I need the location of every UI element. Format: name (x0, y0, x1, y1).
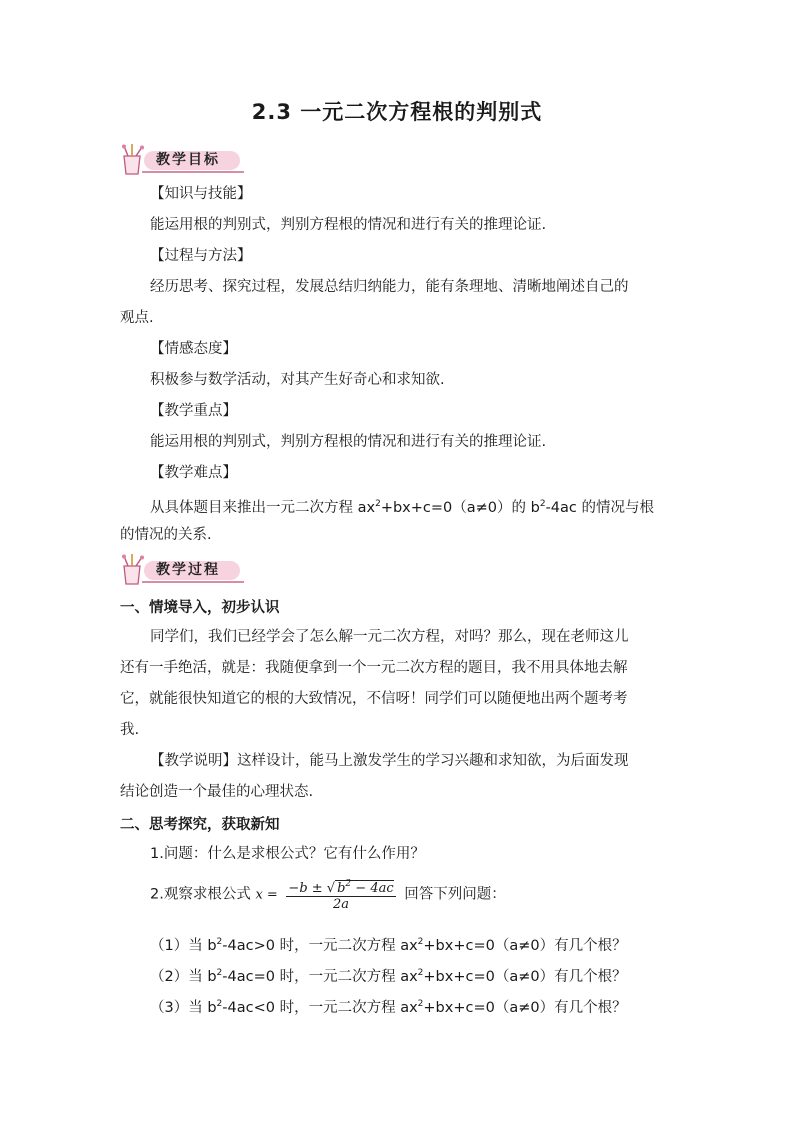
difficulty-heading: 【教学难点】 (150, 465, 237, 481)
goals-banner (118, 148, 244, 178)
key-text: 能运用根的判别式，判别方程根的情况和进行有关的推理论证. (150, 434, 547, 450)
paragraph-line: 同学们，我们已经学会了怎么解一元二次方程，对吗？那么，现在老师这儿 (150, 629, 629, 645)
emotion-text: 积极参与数学活动，对其产生好奇心和求知欲. (150, 372, 445, 388)
key-heading: 【教学重点】 (150, 403, 237, 419)
case-2: （2）当 $b^2-4ac=0$ 时，一元二次方程 $ax^2+bx+c=0(a\ne 0)$有几个根？ (150, 968, 627, 985)
banner-label: 教学目标 (156, 152, 220, 168)
case-1: （1）当 $b^2-4ac>0$ 时，一元二次方程 $ax^2+bx+c=0(a\ne 0)$有几个根？ (150, 937, 627, 954)
banner-rule (142, 581, 244, 583)
pencil-cup-icon (118, 554, 152, 588)
page-title: 2.3 一元二次方程根的判别式 (251, 100, 543, 124)
paragraph-line: 我. (120, 722, 140, 738)
knowledge-heading: 【知识与技能】 (150, 186, 252, 202)
case-3: （3）当 $b^2-4ac<0$ 时，一元二次方程 $ax^2+bx+c=0(a\ne 0)$有几个根？ (150, 999, 627, 1016)
teaching-note-cont: 结论创造一个最佳的心理状态. (120, 784, 314, 800)
pencil-cup-icon (118, 144, 152, 178)
formula-x: x = (255, 887, 278, 903)
quadratic-formula: $\frac{-b \pm √ b^2 - 4ac}{2a}$ (288, 879, 394, 912)
paragraph-line: 它，就能很快知道它的根的大致情况，不信呀！同学们可以随便地出两个题考考 (120, 691, 628, 707)
banner-label: 教学过程 (156, 562, 220, 578)
process-text-cont: 观点. (120, 310, 154, 326)
question-2: 2.观察求根公式 x = $\frac{-b \pm √ b^2 - 4ac}{2a}$ 回答下列问题： (150, 879, 506, 912)
paragraph-line: 还有一手绝活，就是：我随便拿到一个一元二次方程的题目，我不用具体地去解 (120, 660, 628, 676)
section-heading-2: 二、思考探究，获取新知 (120, 817, 280, 833)
difficulty-text: 从具体题目来推出一元二次方程 $ax^2+bx+c=0(a\ne 0)$的 $b^2-4ac$ 的情况与根 (150, 499, 654, 516)
knowledge-text: 能运用根的判别式，判别方程根的情况和进行有关的推理论证. (150, 217, 547, 233)
teaching-note: 【教学说明】这样设计，能马上激发学生的学习兴趣和求知欲，为后面发现 (150, 753, 629, 769)
process-banner (118, 558, 244, 588)
process-text: 经历思考、探究过程，发展总结归纳能力，能有条理地、清晰地阐述自己的 (150, 279, 629, 295)
section-heading-1: 一、情境导入，初步认识 (120, 600, 280, 616)
difficulty-text-cont: 的情况的关系. (120, 527, 212, 543)
banner-rule (142, 171, 244, 173)
process-heading: 【过程与方法】 (150, 248, 252, 264)
emotion-heading: 【情感态度】 (150, 341, 237, 357)
question-1: 1.问题：什么是求根公式？它有什么作用？ (150, 846, 425, 862)
